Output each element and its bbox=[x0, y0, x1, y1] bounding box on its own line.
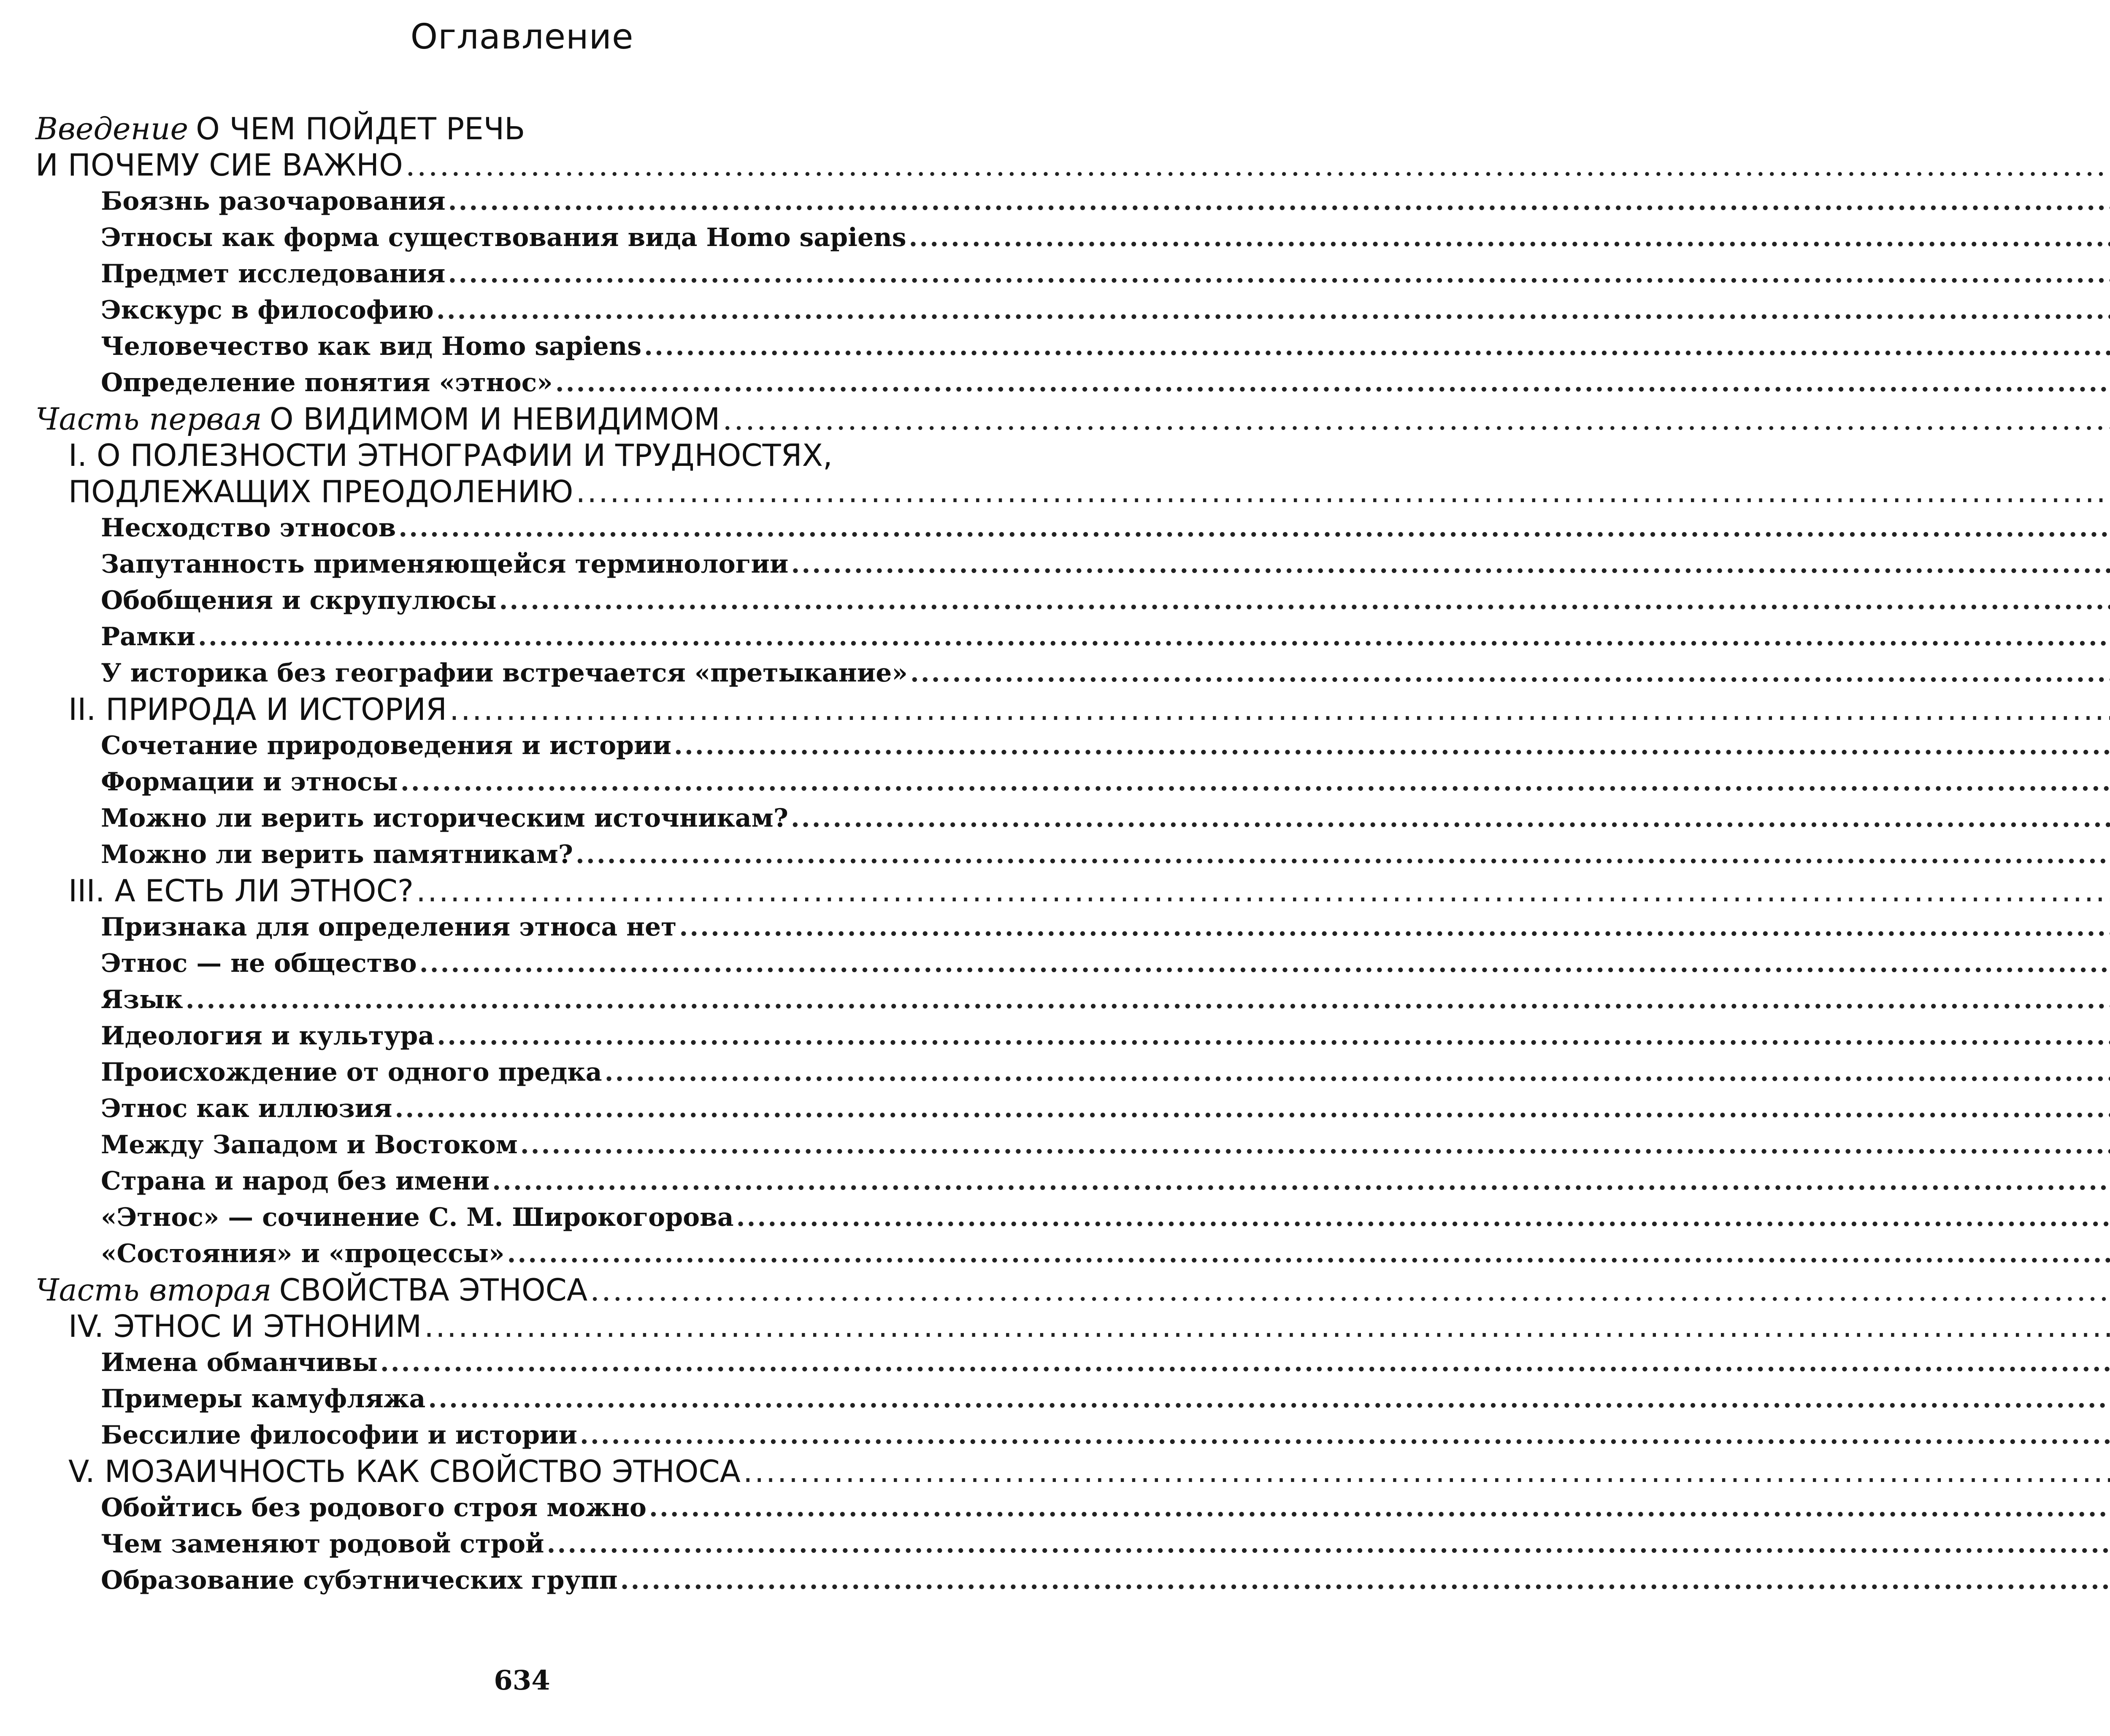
toc-intro-entry[interactable] bbox=[35, 147, 1006, 183]
toc-leader bbox=[436, 292, 2110, 328]
toc-sub-entry[interactable] bbox=[35, 183, 1006, 219]
toc-chapter1-title-line1: I. О ПОЛЕЗНОСТИ ЭТНОГРАФИИ И ТРУДНОСТЯХ, bbox=[68, 438, 833, 473]
toc-sub-title: Можно ли верить памятникам? bbox=[101, 840, 573, 869]
toc-sub-entry[interactable] bbox=[35, 1526, 1006, 1562]
toc-sub-entry[interactable] bbox=[35, 909, 1006, 945]
toc-leader bbox=[605, 1054, 2110, 1090]
toc-leader bbox=[520, 1127, 2110, 1163]
toc-sub-title: Боязнь разочарования bbox=[101, 187, 446, 216]
toc-intro-kicker: Введение bbox=[35, 111, 189, 146]
toc-sub-entry[interactable] bbox=[35, 328, 1006, 365]
toc-sub-title: Рамки bbox=[101, 622, 195, 652]
toc-sub-title: Бессилие философии и истории bbox=[101, 1420, 577, 1450]
toc-leader bbox=[448, 256, 2110, 292]
toc-chapter5-entry[interactable] bbox=[35, 1453, 1006, 1490]
toc-sub-title: Экскурс в философию bbox=[101, 295, 434, 325]
toc-leader bbox=[492, 1163, 2110, 1199]
toc-chapter3-entry[interactable] bbox=[35, 873, 1006, 909]
toc-leader bbox=[448, 183, 2110, 219]
toc-part2-kicker: Часть вторая bbox=[35, 1272, 272, 1308]
toc-sub-title: Страна и народ без имени bbox=[101, 1166, 490, 1196]
toc-sub-entry[interactable] bbox=[35, 1562, 1006, 1598]
page-number: 634 bbox=[494, 1665, 550, 1696]
toc-chapter1-title-line2: ПОДЛЕЖАЩИХ ПРЕОДОЛЕНИЮ bbox=[68, 474, 573, 509]
toc-sub-entry[interactable] bbox=[35, 727, 1006, 764]
toc-sub-title: Определение понятия «этнос» bbox=[101, 368, 553, 397]
toc-leader bbox=[406, 147, 2110, 183]
toc-leader bbox=[555, 365, 2110, 401]
toc-leader bbox=[398, 510, 2110, 546]
toc-chapter4-title: IV. ЭТНОС И ЭТНОНИМ bbox=[68, 1309, 422, 1344]
toc-sub-entry[interactable] bbox=[35, 1417, 1006, 1453]
toc-leader bbox=[736, 1199, 2110, 1236]
toc-leader bbox=[395, 1090, 2110, 1127]
toc-sub-entry[interactable] bbox=[35, 1490, 1006, 1526]
toc-leader bbox=[910, 655, 2110, 691]
toc-leader bbox=[576, 473, 2110, 510]
toc-leader bbox=[649, 1490, 2110, 1526]
toc-sub-title: Чем заменяют родовой строй bbox=[101, 1529, 544, 1559]
toc-leader bbox=[791, 800, 2110, 836]
toc-leader bbox=[428, 1381, 2110, 1417]
toc-sub-title: Имена обманчивы bbox=[101, 1348, 378, 1377]
toc-leader bbox=[547, 1526, 2110, 1562]
toc-sub-title: Происхождение от одного предка bbox=[101, 1057, 602, 1087]
toc-sub-entry[interactable] bbox=[35, 256, 1006, 292]
toc-sub-title: Запутанность применяющейся терминологии bbox=[101, 549, 789, 579]
toc-leader bbox=[499, 582, 2110, 619]
toc-part1-title: О ВИДИМОМ И НЕВИДИМОМ bbox=[269, 401, 720, 437]
toc-sub-entry[interactable] bbox=[35, 1344, 1006, 1381]
toc-sub-title: Обобщения и скрупулюсы bbox=[101, 586, 497, 615]
toc-sub-title: Признака для определения этноса нет bbox=[101, 912, 677, 942]
toc-leader bbox=[909, 219, 2110, 256]
toc-sub-title: Несходство этносов bbox=[101, 513, 396, 543]
toc-sub-entry[interactable] bbox=[35, 1236, 1006, 1272]
page-title: Оглавление bbox=[410, 17, 634, 57]
toc-part2-title: СВОЙСТВА ЭТНОСА bbox=[279, 1272, 588, 1308]
toc-sub-title: Этносы как форма существования вида Homo sapiens bbox=[101, 223, 906, 252]
toc-sub-title: Примеры камуфляжа bbox=[101, 1384, 426, 1414]
toc-chapter4-entry[interactable] bbox=[35, 1308, 1006, 1344]
toc-leader bbox=[644, 328, 2110, 365]
toc-leader bbox=[722, 401, 2110, 437]
toc-sub-title: «Состояния» и «процессы» bbox=[101, 1239, 505, 1268]
toc-sub-title: Между Западом и Востоком bbox=[101, 1130, 518, 1160]
toc-part1-entry[interactable] bbox=[35, 401, 1006, 437]
toc-sub-title: Формации и этносы bbox=[101, 767, 398, 797]
toc-chapter1-entry[interactable] bbox=[35, 473, 1006, 510]
toc-sub-entry[interactable] bbox=[35, 1199, 1006, 1236]
toc-chapter1-heading bbox=[35, 437, 1006, 473]
toc-leader bbox=[449, 691, 2110, 727]
toc-leader bbox=[620, 1562, 2110, 1598]
toc-sub-title: Образование субэтнических групп bbox=[101, 1566, 618, 1595]
toc-sub-title: Человечество как вид Homo sapiens bbox=[101, 332, 642, 361]
toc-chapter3-title: III. А ЕСТЬ ЛИ ЭТНОС? bbox=[68, 873, 414, 909]
toc-leader bbox=[743, 1453, 2110, 1490]
toc-sub-entry[interactable] bbox=[35, 619, 1006, 655]
toc-leader bbox=[380, 1344, 2110, 1381]
toc-leader bbox=[590, 1272, 2110, 1308]
toc-sub-entry[interactable] bbox=[35, 1018, 1006, 1054]
toc-leader bbox=[679, 909, 2110, 945]
toc-leader bbox=[507, 1236, 2110, 1272]
toc-leader bbox=[416, 873, 2110, 909]
toc-leader bbox=[580, 1417, 2110, 1453]
toc-leader bbox=[419, 945, 2110, 982]
toc-sub-entry[interactable] bbox=[35, 1090, 1006, 1127]
toc-sub-title: Предмет исследования bbox=[101, 259, 446, 289]
toc-sub-title: Обойтись без родового строя можно bbox=[101, 1493, 647, 1522]
toc-sub-title: Этнос как иллюзия bbox=[101, 1094, 392, 1123]
toc-intro-title-line2: И ПОЧЕМУ СИЕ ВАЖНО bbox=[35, 147, 403, 183]
toc-part2-entry[interactable] bbox=[35, 1272, 1006, 1308]
toc-sub-entry[interactable] bbox=[35, 546, 1006, 582]
toc-leader bbox=[186, 982, 2110, 1018]
toc-sub-entry[interactable] bbox=[35, 1054, 1006, 1090]
toc-leader bbox=[400, 764, 2110, 800]
toc-sub-title: Можно ли верить историческим источникам? bbox=[101, 803, 788, 833]
toc-intro-heading bbox=[35, 111, 1006, 147]
toc-leader bbox=[576, 836, 2110, 873]
toc-sub-entry[interactable] bbox=[35, 655, 1006, 691]
toc-leader bbox=[198, 619, 2110, 655]
toc-sub-title: У историка без географии встречается «претыкание» bbox=[101, 658, 908, 688]
toc-part1-kicker: Часть первая bbox=[35, 401, 262, 437]
toc-sub-title: «Этнос» — сочинение С. М. Широкогорова bbox=[101, 1203, 734, 1232]
toc-sub-entry[interactable] bbox=[35, 982, 1006, 1018]
toc-sub-entry[interactable] bbox=[35, 292, 1006, 328]
toc-sub-entry[interactable] bbox=[35, 764, 1006, 800]
toc-sub-entry[interactable] bbox=[35, 1127, 1006, 1163]
toc-sub-entry[interactable] bbox=[35, 219, 1006, 256]
toc-sub-entry[interactable] bbox=[35, 1163, 1006, 1199]
toc-sub-title: Сочетание природоведения и истории bbox=[101, 731, 671, 760]
toc-sub-title: Идеология и культура bbox=[101, 1021, 435, 1051]
toc-sub-entry[interactable] bbox=[35, 800, 1006, 836]
table-of-contents bbox=[35, 111, 1006, 1598]
toc-leader bbox=[674, 727, 2110, 764]
toc-sub-entry[interactable] bbox=[35, 836, 1006, 873]
toc-sub-entry[interactable] bbox=[35, 1381, 1006, 1417]
toc-chapter5-title: V. МОЗАИЧНОСТЬ КАК СВОЙСТВО ЭТНОСА bbox=[68, 1454, 741, 1489]
toc-chapter2-entry[interactable] bbox=[35, 691, 1006, 727]
toc-sub-entry[interactable] bbox=[35, 365, 1006, 401]
toc-sub-entry[interactable] bbox=[35, 945, 1006, 982]
toc-sub-title: Язык bbox=[101, 985, 183, 1014]
toc-intro-title-line1: О ЧЕМ ПОЙДЕТ РЕЧЬ bbox=[196, 111, 525, 146]
toc-sub-title: Этнос — не общество bbox=[101, 949, 417, 978]
toc-leader bbox=[791, 546, 2110, 582]
toc-sub-entry[interactable] bbox=[35, 510, 1006, 546]
toc-sub-entry[interactable] bbox=[35, 582, 1006, 619]
toc-leader bbox=[437, 1018, 2110, 1054]
toc-chapter2-title: II. ПРИРОДА И ИСТОРИЯ bbox=[68, 692, 447, 727]
toc-leader bbox=[424, 1308, 2110, 1344]
